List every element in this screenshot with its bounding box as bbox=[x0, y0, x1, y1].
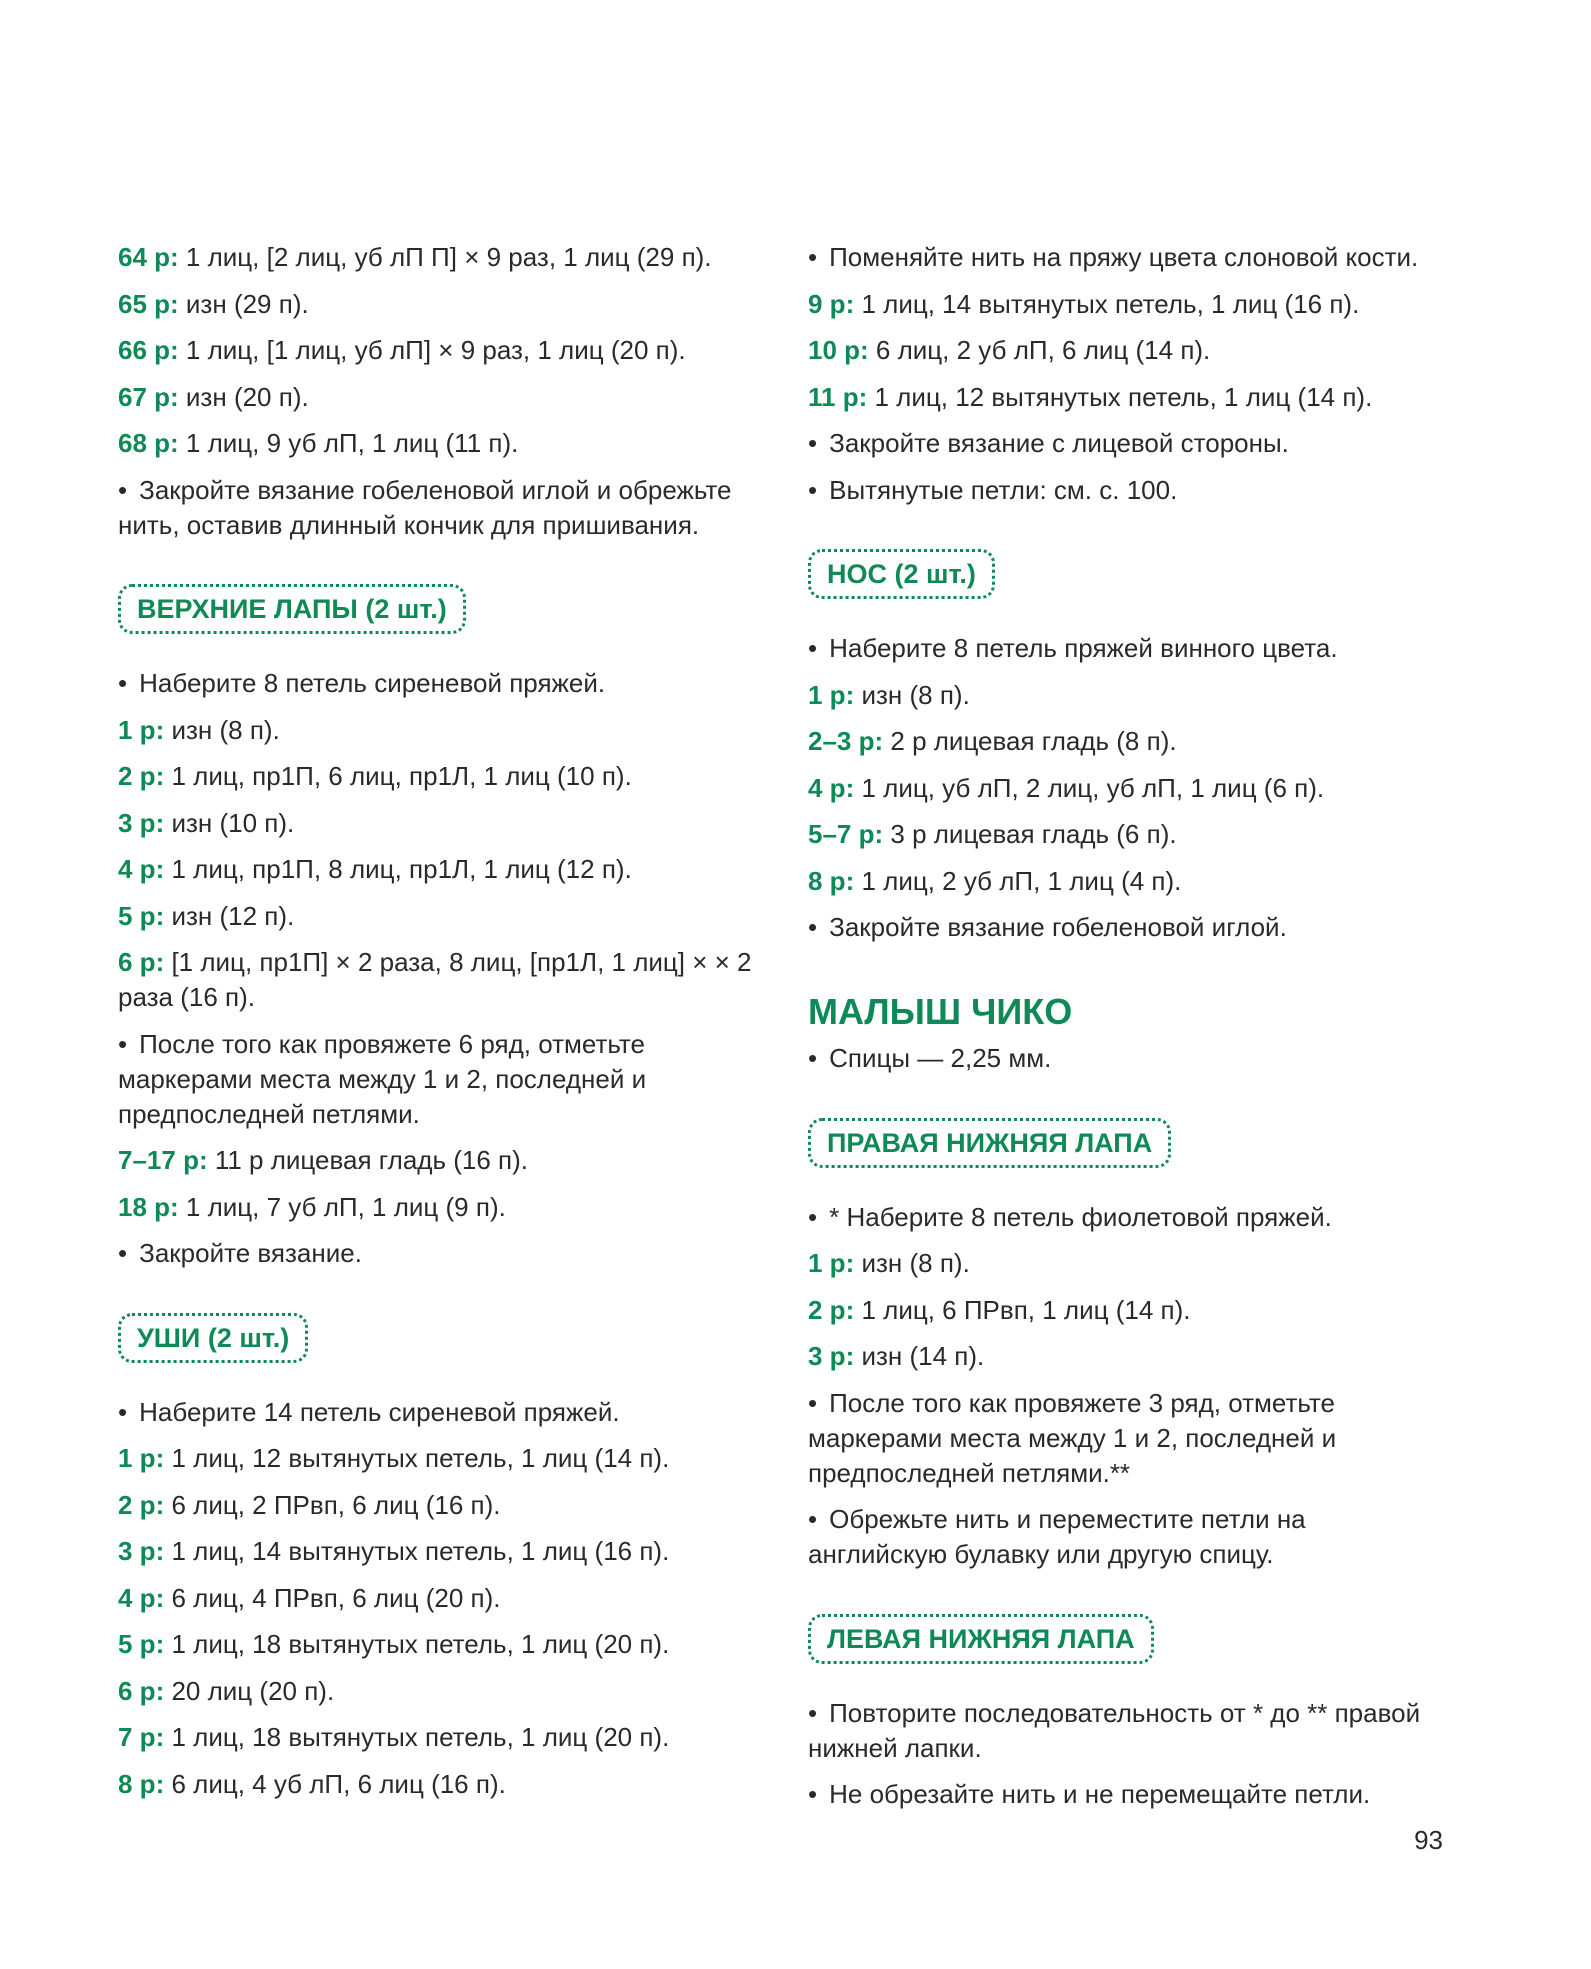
row-text: изн (20 п). bbox=[178, 381, 309, 412]
pattern-row bbox=[118, 759, 758, 794]
bullet-item bbox=[118, 666, 758, 701]
row-text: 1 лиц, пр1П, 8 лиц, пр1Л, 1 лиц (12 п). bbox=[164, 854, 632, 884]
bullet-text: * Наберите 8 петель фиолетовой пряжей. bbox=[829, 1201, 1332, 1232]
pattern-row bbox=[118, 287, 758, 322]
row-label: 2 р: bbox=[118, 761, 165, 791]
row-label: 2 р: bbox=[118, 1489, 165, 1520]
bullet-item bbox=[808, 1696, 1448, 1766]
pattern-row bbox=[118, 1674, 758, 1709]
bullet-text: Наберите 8 петель пряжей винного цвета. bbox=[829, 633, 1338, 663]
row-label: 2 р: bbox=[808, 1294, 855, 1325]
pattern-row bbox=[118, 426, 758, 461]
bullet-icon: • bbox=[808, 474, 818, 505]
pattern-row bbox=[118, 380, 758, 415]
row-text: 1 лиц, 14 вытянутых петель, 1 лиц (16 п). bbox=[854, 288, 1360, 319]
pattern-row bbox=[118, 1767, 758, 1802]
bullet-item bbox=[808, 1200, 1448, 1235]
row-text: 1 лиц, 7 уб лП, 1 лиц (9 п). bbox=[178, 1191, 506, 1222]
part-heading: МАЛЫШ ЧИКО bbox=[808, 991, 1073, 1032]
row-label: 8 р: bbox=[118, 1768, 165, 1799]
bullet-icon: • bbox=[808, 242, 818, 272]
row-label: 7–17 р: bbox=[118, 1145, 208, 1175]
bullet-icon: • bbox=[808, 633, 818, 663]
row-text: изн (12 п). bbox=[164, 900, 295, 931]
pattern-row bbox=[808, 864, 1448, 899]
row-label: 8 р: bbox=[808, 865, 855, 896]
bullet-icon: • bbox=[118, 474, 128, 505]
pattern-row bbox=[808, 724, 1448, 759]
pattern-row bbox=[808, 1339, 1448, 1374]
left-column bbox=[118, 240, 758, 1813]
pattern-row bbox=[118, 806, 758, 841]
row-label: 4 р: bbox=[808, 772, 855, 803]
bullet-item bbox=[808, 426, 1448, 461]
pattern-row bbox=[118, 1190, 758, 1225]
section-heading: ПРАВАЯ НИЖНЯЯ ЛАПА bbox=[808, 1118, 1171, 1168]
pattern-row bbox=[808, 1293, 1448, 1328]
bullet-item bbox=[808, 631, 1448, 666]
section-heading-wrap bbox=[118, 554, 758, 666]
pattern-row bbox=[118, 1441, 758, 1476]
row-label: 7 р: bbox=[118, 1722, 165, 1752]
bullet-text: Наберите 14 петель сиреневой пряжей. bbox=[139, 1396, 620, 1427]
bullet-item bbox=[808, 910, 1448, 945]
pattern-row bbox=[808, 817, 1448, 852]
section-heading-wrap bbox=[808, 1584, 1448, 1696]
bullet-icon: • bbox=[808, 1697, 818, 1728]
pattern-row bbox=[118, 333, 758, 368]
pattern-row bbox=[118, 240, 758, 275]
row-text: 2 р лицевая гладь (8 п). bbox=[883, 726, 1177, 756]
row-text: 6 лиц, 2 уб лП, 6 лиц (14 п). bbox=[868, 335, 1211, 365]
pattern-row bbox=[118, 1581, 758, 1616]
row-label: 10 р: bbox=[808, 335, 869, 365]
pattern-row bbox=[118, 1488, 758, 1523]
row-text: 6 лиц, 2 ПРвп, 6 лиц (16 п). bbox=[164, 1489, 501, 1520]
section-heading: ЛЕВАЯ НИЖНЯЯ ЛАПА bbox=[808, 1614, 1154, 1664]
bullet-item bbox=[808, 1777, 1448, 1812]
row-text: 6 лиц, 4 уб лП, 6 лиц (16 п). bbox=[164, 1768, 506, 1799]
row-label: 68 р: bbox=[118, 428, 179, 458]
section-heading: НОС (2 шт.) bbox=[808, 549, 995, 599]
bullet-icon: • bbox=[808, 1043, 818, 1073]
bullet-item bbox=[118, 1027, 758, 1132]
pattern-row bbox=[808, 771, 1448, 806]
pattern-row bbox=[118, 1143, 758, 1178]
row-label: 1 р: bbox=[808, 1248, 855, 1278]
bullet-text: Закройте вязание гобеленовой иглой и обрежьте нить, оставив длинный кончик для пришивания. bbox=[118, 474, 732, 540]
bullet-text: После того как провяжете 3 ряд, отметьте маркерами места между 1 и 2, последней и предпоследней петлями.** bbox=[808, 1387, 1337, 1488]
pattern-row bbox=[808, 678, 1448, 713]
section-heading-wrap bbox=[808, 1088, 1448, 1200]
row-label: 5–7 р: bbox=[808, 819, 884, 849]
row-text: 1 лиц, уб лП, 2 лиц, уб лП, 1 лиц (6 п). bbox=[854, 772, 1325, 803]
row-label: 65 р: bbox=[118, 288, 179, 319]
section-heading: ВЕРХНИЕ ЛАПЫ (2 шт.) bbox=[118, 584, 466, 634]
pattern-row bbox=[118, 1534, 758, 1569]
right-column bbox=[808, 240, 1448, 1824]
row-label: 6 р: bbox=[118, 947, 165, 977]
bullet-item bbox=[118, 1395, 758, 1430]
row-label: 4 р: bbox=[118, 1582, 165, 1613]
bullet-text: Повторите последовательность от * до ** правой нижней лапки. bbox=[808, 1697, 1421, 1763]
row-text: [1 лиц, пр1П] × 2 раза, 8 лиц, [пр1Л, 1 лиц] × × 2 раза (16 п). bbox=[118, 947, 752, 1012]
row-label: 4 р: bbox=[118, 854, 165, 884]
row-text: 11 р лицевая гладь (16 п). bbox=[207, 1145, 529, 1175]
row-text: изн (29 п). bbox=[178, 288, 309, 319]
row-text: 1 лиц, 18 вытянутых петель, 1 лиц (20 п). bbox=[164, 1722, 670, 1752]
bullet-text: Поменяйте нить на пряжу цвета слоновой кости. bbox=[829, 242, 1419, 272]
bullet-icon: • bbox=[808, 1504, 818, 1534]
pattern-row bbox=[118, 899, 758, 934]
row-label: 5 р: bbox=[118, 900, 165, 931]
bullet-text: Закройте вязание гобеленовой иглой. bbox=[829, 912, 1287, 942]
row-label: 5 р: bbox=[118, 1629, 165, 1659]
section-heading-wrap bbox=[118, 1283, 758, 1395]
row-text: 1 лиц, 18 вытянутых петель, 1 лиц (20 п). bbox=[164, 1629, 670, 1659]
pattern-row bbox=[808, 380, 1448, 415]
row-label: 11 р: bbox=[808, 381, 868, 412]
bullet-item bbox=[118, 1236, 758, 1271]
bullet-text: Обрежьте нить и переместите петли на английскую булавку или другую спицу. bbox=[808, 1504, 1306, 1569]
bullet-text: Вытянутые петли: см. с. 100. bbox=[829, 474, 1178, 505]
row-label: 3 р: bbox=[118, 1536, 165, 1566]
pattern-row bbox=[808, 287, 1448, 322]
row-text: 20 лиц (20 п). bbox=[164, 1675, 335, 1706]
pattern-row bbox=[118, 1720, 758, 1755]
row-label: 64 р: bbox=[118, 242, 179, 272]
row-text: 6 лиц, 4 ПРвп, 6 лиц (20 п). bbox=[164, 1582, 501, 1613]
pattern-row bbox=[118, 945, 758, 1015]
pattern-row bbox=[118, 852, 758, 887]
bullet-item bbox=[808, 240, 1448, 275]
section-heading: УШИ (2 шт.) bbox=[118, 1313, 308, 1363]
row-label: 66 р: bbox=[118, 335, 179, 365]
row-label: 67 р: bbox=[118, 381, 179, 412]
bullet-icon: • bbox=[808, 1201, 818, 1232]
bullet-text: Закройте вязание. bbox=[139, 1238, 362, 1268]
row-text: 1 лиц, [1 лиц, уб лП] × 9 раз, 1 лиц (20 п). bbox=[178, 335, 686, 365]
row-text: изн (14 п). bbox=[854, 1341, 985, 1371]
row-text: 3 р лицевая гладь (6 п). bbox=[883, 819, 1177, 849]
row-text: изн (10 п). bbox=[164, 807, 295, 838]
bullet-item bbox=[118, 473, 758, 543]
bullet-item bbox=[808, 1041, 1448, 1076]
row-text: 1 лиц, 2 уб лП, 1 лиц (4 п). bbox=[854, 865, 1182, 896]
bullet-item bbox=[808, 473, 1448, 508]
row-label: 9 р: bbox=[808, 288, 855, 319]
bullet-text: После того как провяжете 6 ряд, отметьте маркерами места между 1 и 2, последней и предпоследней петлями. bbox=[118, 1028, 647, 1129]
pattern-row bbox=[118, 713, 758, 748]
row-label: 6 р: bbox=[118, 1675, 165, 1706]
bullet-icon: • bbox=[118, 1396, 128, 1427]
row-text: 1 лиц, 14 вытянутых петель, 1 лиц (16 п). bbox=[164, 1536, 670, 1566]
row-label: 1 р: bbox=[118, 1443, 165, 1473]
row-label: 2–3 р: bbox=[808, 726, 884, 756]
bullet-icon: • bbox=[808, 1387, 818, 1418]
pattern-row bbox=[808, 1246, 1448, 1281]
section-heading-wrap bbox=[808, 519, 1448, 631]
row-text: 1 лиц, [2 лиц, уб лП П] × 9 раз, 1 лиц (29 п). bbox=[178, 242, 712, 272]
bullet-icon: • bbox=[808, 912, 818, 942]
bullet-icon: • bbox=[118, 1238, 128, 1268]
row-label: 1 р: bbox=[118, 714, 165, 745]
row-text: изн (8 п). bbox=[854, 679, 970, 710]
row-text: 1 лиц, 9 уб лП, 1 лиц (11 п). bbox=[178, 428, 519, 458]
row-text: изн (8 п). bbox=[854, 1248, 970, 1278]
row-label: 18 р: bbox=[118, 1191, 179, 1222]
row-text: 1 лиц, 12 вытянутых петель, 1 лиц (14 п). bbox=[867, 381, 1373, 412]
row-label: 3 р: bbox=[118, 807, 165, 838]
row-label: 3 р: bbox=[808, 1341, 855, 1371]
pattern-row bbox=[118, 1627, 758, 1662]
row-text: 1 лиц, 12 вытянутых петель, 1 лиц (14 п). bbox=[164, 1443, 670, 1473]
bullet-text: Не обрезайте нить и не перемещайте петли. bbox=[829, 1779, 1371, 1809]
bullet-item bbox=[808, 1502, 1448, 1572]
bullet-icon: • bbox=[118, 1028, 128, 1059]
row-text: 1 лиц, 6 ПРвп, 1 лиц (14 п). bbox=[854, 1294, 1191, 1325]
bullet-text: Наберите 8 петель сиреневой пряжей. bbox=[139, 668, 606, 698]
row-text: изн (8 п). bbox=[164, 714, 280, 745]
bullet-item bbox=[808, 1386, 1448, 1491]
bullet-icon: • bbox=[808, 428, 818, 458]
bullet-icon: • bbox=[118, 668, 128, 698]
pattern-row bbox=[808, 333, 1448, 368]
page-number: 93 bbox=[1414, 1825, 1443, 1855]
bullet-text: Закройте вязание с лицевой стороны. bbox=[829, 428, 1289, 458]
row-text: 1 лиц, пр1П, 6 лиц, пр1Л, 1 лиц (10 п). bbox=[164, 761, 632, 791]
row-label: 1 р: bbox=[808, 679, 855, 710]
bullet-text: Спицы — 2,25 мм. bbox=[829, 1043, 1052, 1073]
bullet-icon: • bbox=[808, 1779, 818, 1809]
